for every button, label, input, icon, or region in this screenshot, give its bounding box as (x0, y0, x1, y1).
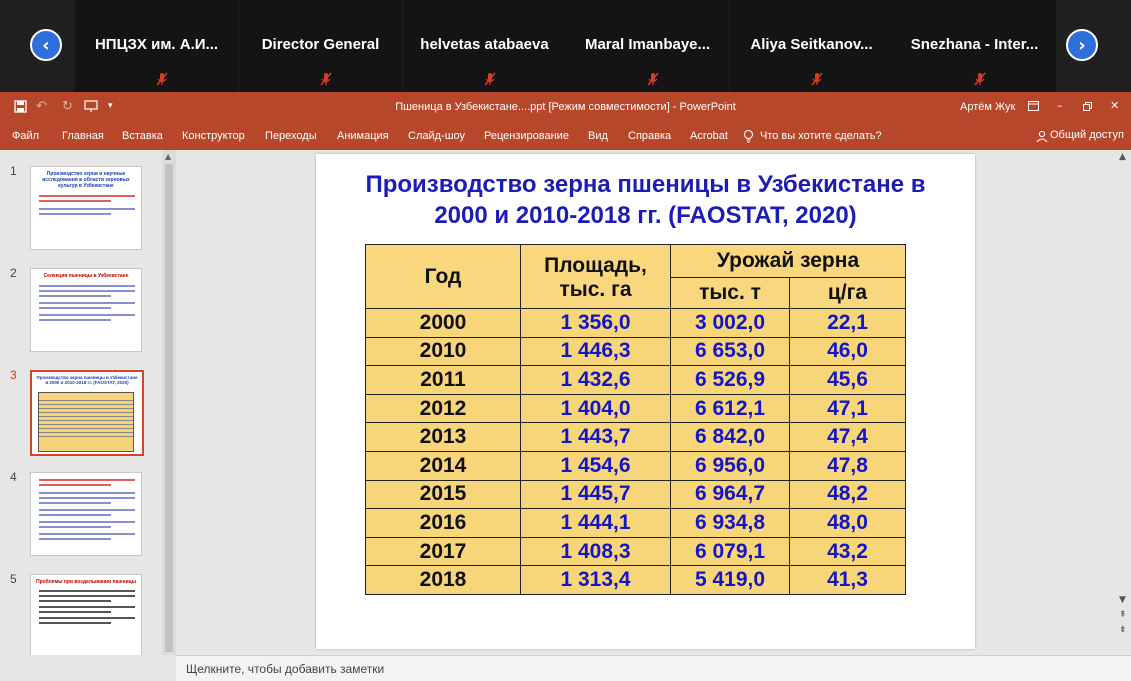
table-row (366, 566, 906, 595)
participant-name: Maral Imanbaye... (584, 36, 711, 53)
header-yield-tonnes: тыс. т (671, 278, 790, 309)
tab-acrobat[interactable]: Acrobat (690, 130, 728, 142)
thumbnail-text-line (39, 479, 135, 481)
tab-transitions[interactable]: Переходы (265, 130, 317, 142)
thumbnail-number: 1 (10, 164, 17, 178)
table-row (366, 366, 906, 395)
participant-name: Snezhana - Inter... (910, 36, 1039, 53)
year-cell: 2015 (366, 480, 521, 509)
slide-thumbnail[interactable] (30, 166, 142, 250)
participant-name: Director General (261, 36, 380, 53)
notes-pane[interactable] (176, 655, 1131, 681)
yield-per-ha-cell: 22,1 (790, 309, 906, 338)
yield-tonnes-cell: 6 526,9 (671, 366, 790, 395)
header-area-unit: тыс. га (521, 278, 671, 309)
thumbnail-text-line (39, 526, 111, 528)
ribbon-display-options-icon[interactable] (1028, 101, 1039, 111)
slide-thumbnail-pane (0, 150, 176, 655)
share-user-icon (1036, 130, 1048, 142)
year-cell: 2018 (366, 566, 521, 595)
yield-per-ha-cell: 46,0 (790, 337, 906, 366)
scrollbar-thumb[interactable] (165, 164, 173, 652)
area-cell: 1 446,3 (521, 337, 671, 366)
yield-tonnes-cell: 6 842,0 (671, 423, 790, 452)
thumbnail-text-line (39, 200, 111, 202)
tab-file[interactable]: Файл (12, 130, 40, 142)
thumbnail-text-line (39, 617, 135, 619)
thumbnail-text-line (39, 595, 135, 597)
year-cell: 2011 (366, 366, 521, 395)
yield-per-ha-cell: 47,4 (790, 423, 906, 452)
yield-per-ha-cell: 41,3 (790, 566, 906, 595)
redo-icon[interactable]: ↻ (62, 99, 73, 114)
participant-name: helvetas atabaeva (420, 36, 549, 53)
slide-thumbnail[interactable] (30, 472, 142, 556)
table-row (366, 394, 906, 423)
participant-tile[interactable] (893, 0, 1056, 92)
thumbnail-mini-table (38, 392, 134, 452)
table-row (366, 480, 906, 509)
restore-icon[interactable] (1083, 102, 1092, 111)
lightbulb-icon (743, 130, 754, 143)
table-row (366, 451, 906, 480)
current-slide[interactable] (316, 154, 975, 649)
thumbnail-text-line (39, 611, 111, 613)
notes-placeholder[interactable]: Щелкните, чтобы добавить заметки (186, 662, 385, 676)
thumbnail-text-line (39, 600, 111, 602)
mic-muted-icon (810, 72, 824, 86)
area-cell: 1 313,4 (521, 566, 671, 595)
thumbnail-scrollbar[interactable] (162, 150, 176, 655)
thumbnail-number: 4 (10, 470, 17, 484)
yield-per-ha-cell: 47,1 (790, 394, 906, 423)
slide-thumbnail-selected[interactable] (30, 370, 144, 456)
ribbon-tab-bar (0, 124, 1131, 150)
thumbnail-text-line (39, 622, 111, 624)
powerpoint-title-bar (0, 92, 1131, 124)
thumbnail-text-line (39, 302, 135, 304)
slide-thumbnail[interactable] (30, 574, 142, 655)
header-area: Площадь, (521, 245, 671, 278)
thumbnail-text-line (39, 521, 135, 523)
scroll-down-icon[interactable]: ▼ (1119, 595, 1126, 605)
wheat-production-table[interactable] (365, 244, 906, 595)
tab-view[interactable]: Вид (588, 130, 608, 142)
thumbnail-text-line (39, 492, 135, 494)
close-icon[interactable]: ✕ (1110, 99, 1120, 112)
previous-slide-icon[interactable]: ⇞ (1119, 610, 1127, 620)
minimize-icon[interactable]: – (1057, 99, 1063, 112)
scroll-up-icon[interactable]: ▲ (165, 152, 172, 161)
area-cell: 1 444,1 (521, 509, 671, 538)
mic-muted-icon (483, 72, 497, 86)
year-cell: 2012 (366, 394, 521, 423)
participant-tile[interactable] (403, 0, 566, 92)
area-cell: 1 356,0 (521, 309, 671, 338)
participant-tile[interactable] (566, 0, 729, 92)
area-cell: 1 404,0 (521, 394, 671, 423)
yield-tonnes-cell: 6 612,1 (671, 394, 790, 423)
year-cell: 2016 (366, 509, 521, 538)
slide-title-line: Производство зерна пшеницы в Узбекистане в (365, 171, 926, 198)
yield-tonnes-cell: 6 653,0 (671, 337, 790, 366)
tab-animations[interactable]: Анимация (337, 130, 389, 142)
thumbnail-text-line (39, 213, 111, 215)
area-cell: 1 432,6 (521, 366, 671, 395)
table-row (366, 423, 906, 452)
slide-title-line: 2000 и 2010-2018 гг. (FAOSTAT, 2020) (434, 202, 857, 229)
mic-muted-icon (319, 72, 333, 86)
thumbnail-text-line (39, 514, 111, 516)
thumbnail-text-line (39, 307, 111, 309)
area-cell: 1 445,7 (521, 480, 671, 509)
area-cell: 1 443,7 (521, 423, 671, 452)
powerpoint-workspace (0, 150, 1131, 681)
thumbnail-title: Производство зерна пшеницы в Узбекистане в 2000 и 2010-2018 гг. (FAOSTAT, 2020) (36, 375, 138, 385)
thumbnail-number: 3 (10, 368, 17, 382)
yield-per-ha-cell: 47,8 (790, 451, 906, 480)
slide-scrollbar[interactable] (1115, 150, 1131, 655)
thumbnail-title: Производство зерна и научные исследования в области зерновых культур в Узбекистане (42, 171, 130, 189)
header-year: Год (366, 245, 521, 309)
tab-help[interactable]: Справка (628, 130, 672, 142)
year-cell: 2014 (366, 451, 521, 480)
document-title: Пшеница в Узбекистане....ppt [Режим совместимости] - PowerPoint (395, 101, 736, 113)
thumbnail-text-line (39, 606, 135, 608)
header-yield: Урожай зерна (671, 245, 906, 278)
yield-per-ha-cell: 45,6 (790, 366, 906, 395)
thumbnail-text-line (39, 285, 135, 287)
mini-table-row (39, 437, 133, 441)
thumbnail-title: Селекция пшеницы в Узбекистане (43, 273, 129, 279)
participant-name: НПЦЗХ им. А.И... (94, 36, 219, 53)
next-participants-button[interactable] (1066, 29, 1098, 61)
area-cell: 1 408,3 (521, 537, 671, 566)
tell-me-search[interactable]: Что вы хотите сделать? (760, 130, 882, 142)
tab-slideshow[interactable]: Слайд-шоу (408, 130, 466, 142)
yield-tonnes-cell: 6 956,0 (671, 451, 790, 480)
thumbnail-text-line (39, 497, 135, 499)
participant-tile[interactable] (75, 0, 238, 92)
scroll-up-icon[interactable]: ▲ (1119, 152, 1126, 162)
participant-tile[interactable] (239, 0, 402, 92)
mic-muted-icon (646, 72, 660, 86)
yield-tonnes-cell: 3 002,0 (671, 309, 790, 338)
thumbnail-text-line (39, 538, 111, 540)
tab-insert[interactable]: Вставка (122, 130, 163, 142)
chevron-right-icon: › (1078, 34, 1086, 56)
year-cell: 2010 (366, 337, 521, 366)
next-slide-icon[interactable]: ⇟ (1119, 625, 1127, 635)
share-button[interactable]: Общий доступ (1050, 129, 1124, 141)
mic-muted-icon (973, 72, 987, 86)
year-cell: 2017 (366, 537, 521, 566)
chevron-left-icon: ‹ (42, 34, 50, 56)
yield-tonnes-cell: 6 934,8 (671, 509, 790, 538)
undo-icon[interactable]: ↶ (36, 99, 47, 114)
tab-design[interactable]: Конструктор (182, 130, 245, 142)
slide-thumbnail[interactable] (30, 268, 142, 352)
thumbnail-number: 2 (10, 266, 17, 280)
mic-muted-icon (155, 72, 169, 86)
yield-tonnes-cell: 5 419,0 (671, 566, 790, 595)
table-row (366, 537, 906, 566)
thumbnail-text-line (39, 484, 111, 486)
thumbnail-text-line (39, 195, 135, 197)
thumbnail-text-line (39, 590, 135, 592)
header-yield-per-ha: ц/га (790, 278, 906, 309)
slide-editing-area (176, 150, 1115, 655)
yield-per-ha-cell: 43,2 (790, 537, 906, 566)
thumbnail-text-line (39, 319, 111, 321)
tab-home[interactable]: Главная (62, 130, 104, 142)
area-cell: 1 454,6 (521, 451, 671, 480)
thumbnail-title: Проблемы при возделывании пшеницы (35, 579, 137, 585)
thumbnail-number: 5 (10, 572, 17, 586)
table-row (366, 337, 906, 366)
yield-per-ha-cell: 48,2 (790, 480, 906, 509)
thumbnail-text-line (39, 295, 111, 297)
tab-review[interactable]: Рецензирование (484, 130, 569, 142)
yield-tonnes-cell: 6 079,1 (671, 537, 790, 566)
previous-participants-button[interactable] (30, 29, 62, 61)
year-cell: 2013 (366, 423, 521, 452)
participant-name: Aliya Seitkanov... (750, 36, 873, 53)
table-row (366, 509, 906, 538)
mini-table-row (39, 393, 133, 401)
thumbnail-text-line (39, 314, 135, 316)
thumbnail-text-line (39, 290, 135, 292)
thumbnail-text-line (39, 509, 135, 511)
customize-toolbar-icon[interactable]: ▾ (108, 101, 113, 111)
yield-tonnes-cell: 6 964,7 (671, 480, 790, 509)
meeting-participant-bar (0, 0, 1131, 92)
thumbnail-text-line (39, 502, 111, 504)
participant-tile[interactable] (730, 0, 893, 92)
thumbnail-text-line (39, 533, 135, 535)
table-row (366, 309, 906, 338)
year-cell: 2000 (366, 309, 521, 338)
slide-title[interactable] (316, 169, 975, 231)
yield-per-ha-cell: 48,0 (790, 509, 906, 538)
thumbnail-text-line (39, 208, 135, 210)
account-user-name[interactable]: Артём Жук (960, 101, 1016, 113)
